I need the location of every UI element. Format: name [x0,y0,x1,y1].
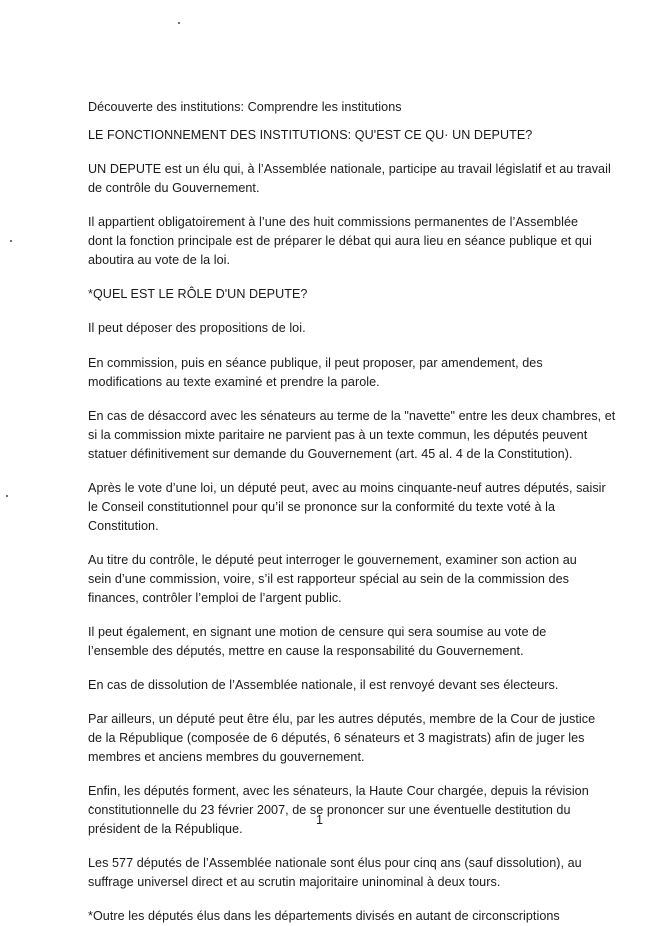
document-header: Découverte des institutions: Comprendre les institutions [88,100,402,114]
paragraph-line: si la commission mixte paritaire ne parvient pas à un texte commun, les députés peuvent [88,428,588,442]
scan-speck [178,22,180,24]
paragraph [88,710,596,767]
paragraph-line: Enfin, les députés forment, avec les sénateurs, la Haute Cour chargée, depuis la révision [88,784,589,798]
paragraph-line: Par ailleurs, un député peut être élu, par les autres députés, membre de la Cour de justice [88,712,596,726]
paragraph-line: suffrage universel direct et au scrutin majoritaire uninominal à deux tours. [88,875,501,889]
paragraph-line: Il peut déposer des propositions de loi. [88,321,306,335]
paragraph-line: UN DEPUTE est un élu qui, à l’Assemblée nationale, participe au travail législatif et au travail [88,162,611,176]
paragraph-line: Les 577 députés de l’Assemblée nationale sont élus pour cinq ans (sauf dissolution), au [88,856,582,870]
paragraph-line: Il appartient obligatoirement à l’une des huit commissions permanentes de l’Assemblée [88,215,579,229]
paragraph [88,782,589,839]
paragraph-line: statuer définitivement sur demande du Gouvernement (art. 45 al. 4 de la Constitution). [88,447,573,461]
paragraph [88,354,543,392]
paragraph [88,907,560,926]
paragraph-line: l’ensemble des députés, mettre en cause la responsabilité du Gouvernement. [88,644,524,658]
paragraph-line: Après le vote d’une loi, un député peut, avec au moins cinquante-neuf autres députés, saisir [88,481,606,495]
paragraph-line: Au titre du contrôle, le député peut interroger le gouvernement, examiner son action au [88,553,577,567]
paragraph [88,676,559,695]
paragraph [88,407,616,464]
scan-speck [6,495,8,497]
document-title: LE FONCTIONNEMENT DES INSTITUTIONS: QU'EST CE QU· UN DEPUTE? [88,128,533,142]
paragraph-line: dont la fonction principale est de préparer le débat qui aura lieu en séance publique et qui [88,234,592,248]
paragraph-line: constitutionnelle du 23 février 2007, de se prononcer sur une éventuelle destitution du [88,803,571,817]
paragraph-line: Constitution. [88,519,159,533]
paragraph [88,623,547,661]
paragraph-line: En cas de désaccord avec les sénateurs au terme de la "navette" entre les deux chambres, et [88,409,616,423]
paragraph [88,551,577,608]
scan-speck [10,240,12,242]
paragraph-line: de la République (composée de 6 députés, 6 sénateurs et 3 magistrats) afin de juger les [88,731,585,745]
paragraph-line: président de la République. [88,822,243,836]
paragraph-line: sein d’une commission, voire, s’il est rapporteur spécial au sein de la commission des [88,572,569,586]
paragraph [88,213,592,270]
page-number: 1 [316,813,324,827]
paragraph-line: En commission, puis en séance publique, il peut proposer, par amendement, des [88,356,543,370]
paragraph-line: *Outre les députés élus dans les départements divisés en autant de circonscriptions [88,909,560,923]
paragraph-line: finances, contrôler l’emploi de l’argent public. [88,591,342,605]
paragraph-list [88,160,616,926]
paragraph [88,319,543,338]
paragraph-line: En cas de dissolution de l’Assemblée nationale, il est renvoyé devant ses électeurs. [88,678,559,692]
paragraph-line: aboutira au vote de la loi. [88,253,231,267]
paragraph [88,479,606,536]
paragraph-line: *QUEL EST LE RÔLE D'UN DEPUTE? [88,287,308,301]
paragraph-line: le Conseil constitutionnel pour qu’il se prononce sur la conformité du texte voté à la [88,500,556,514]
paragraph [88,854,582,892]
paragraph [88,285,543,304]
paragraph-line: Il peut également, en signant une motion de censure qui sera soumise au vote de [88,625,547,639]
paragraph-line: de contrôle du Gouvernement. [88,181,260,195]
document-body [88,98,616,926]
paragraph-line: membres et anciens membres du gouvernement. [88,750,365,764]
paragraph-line: modifications au texte examiné et prendre la parole. [88,375,380,389]
paragraph [88,160,611,198]
